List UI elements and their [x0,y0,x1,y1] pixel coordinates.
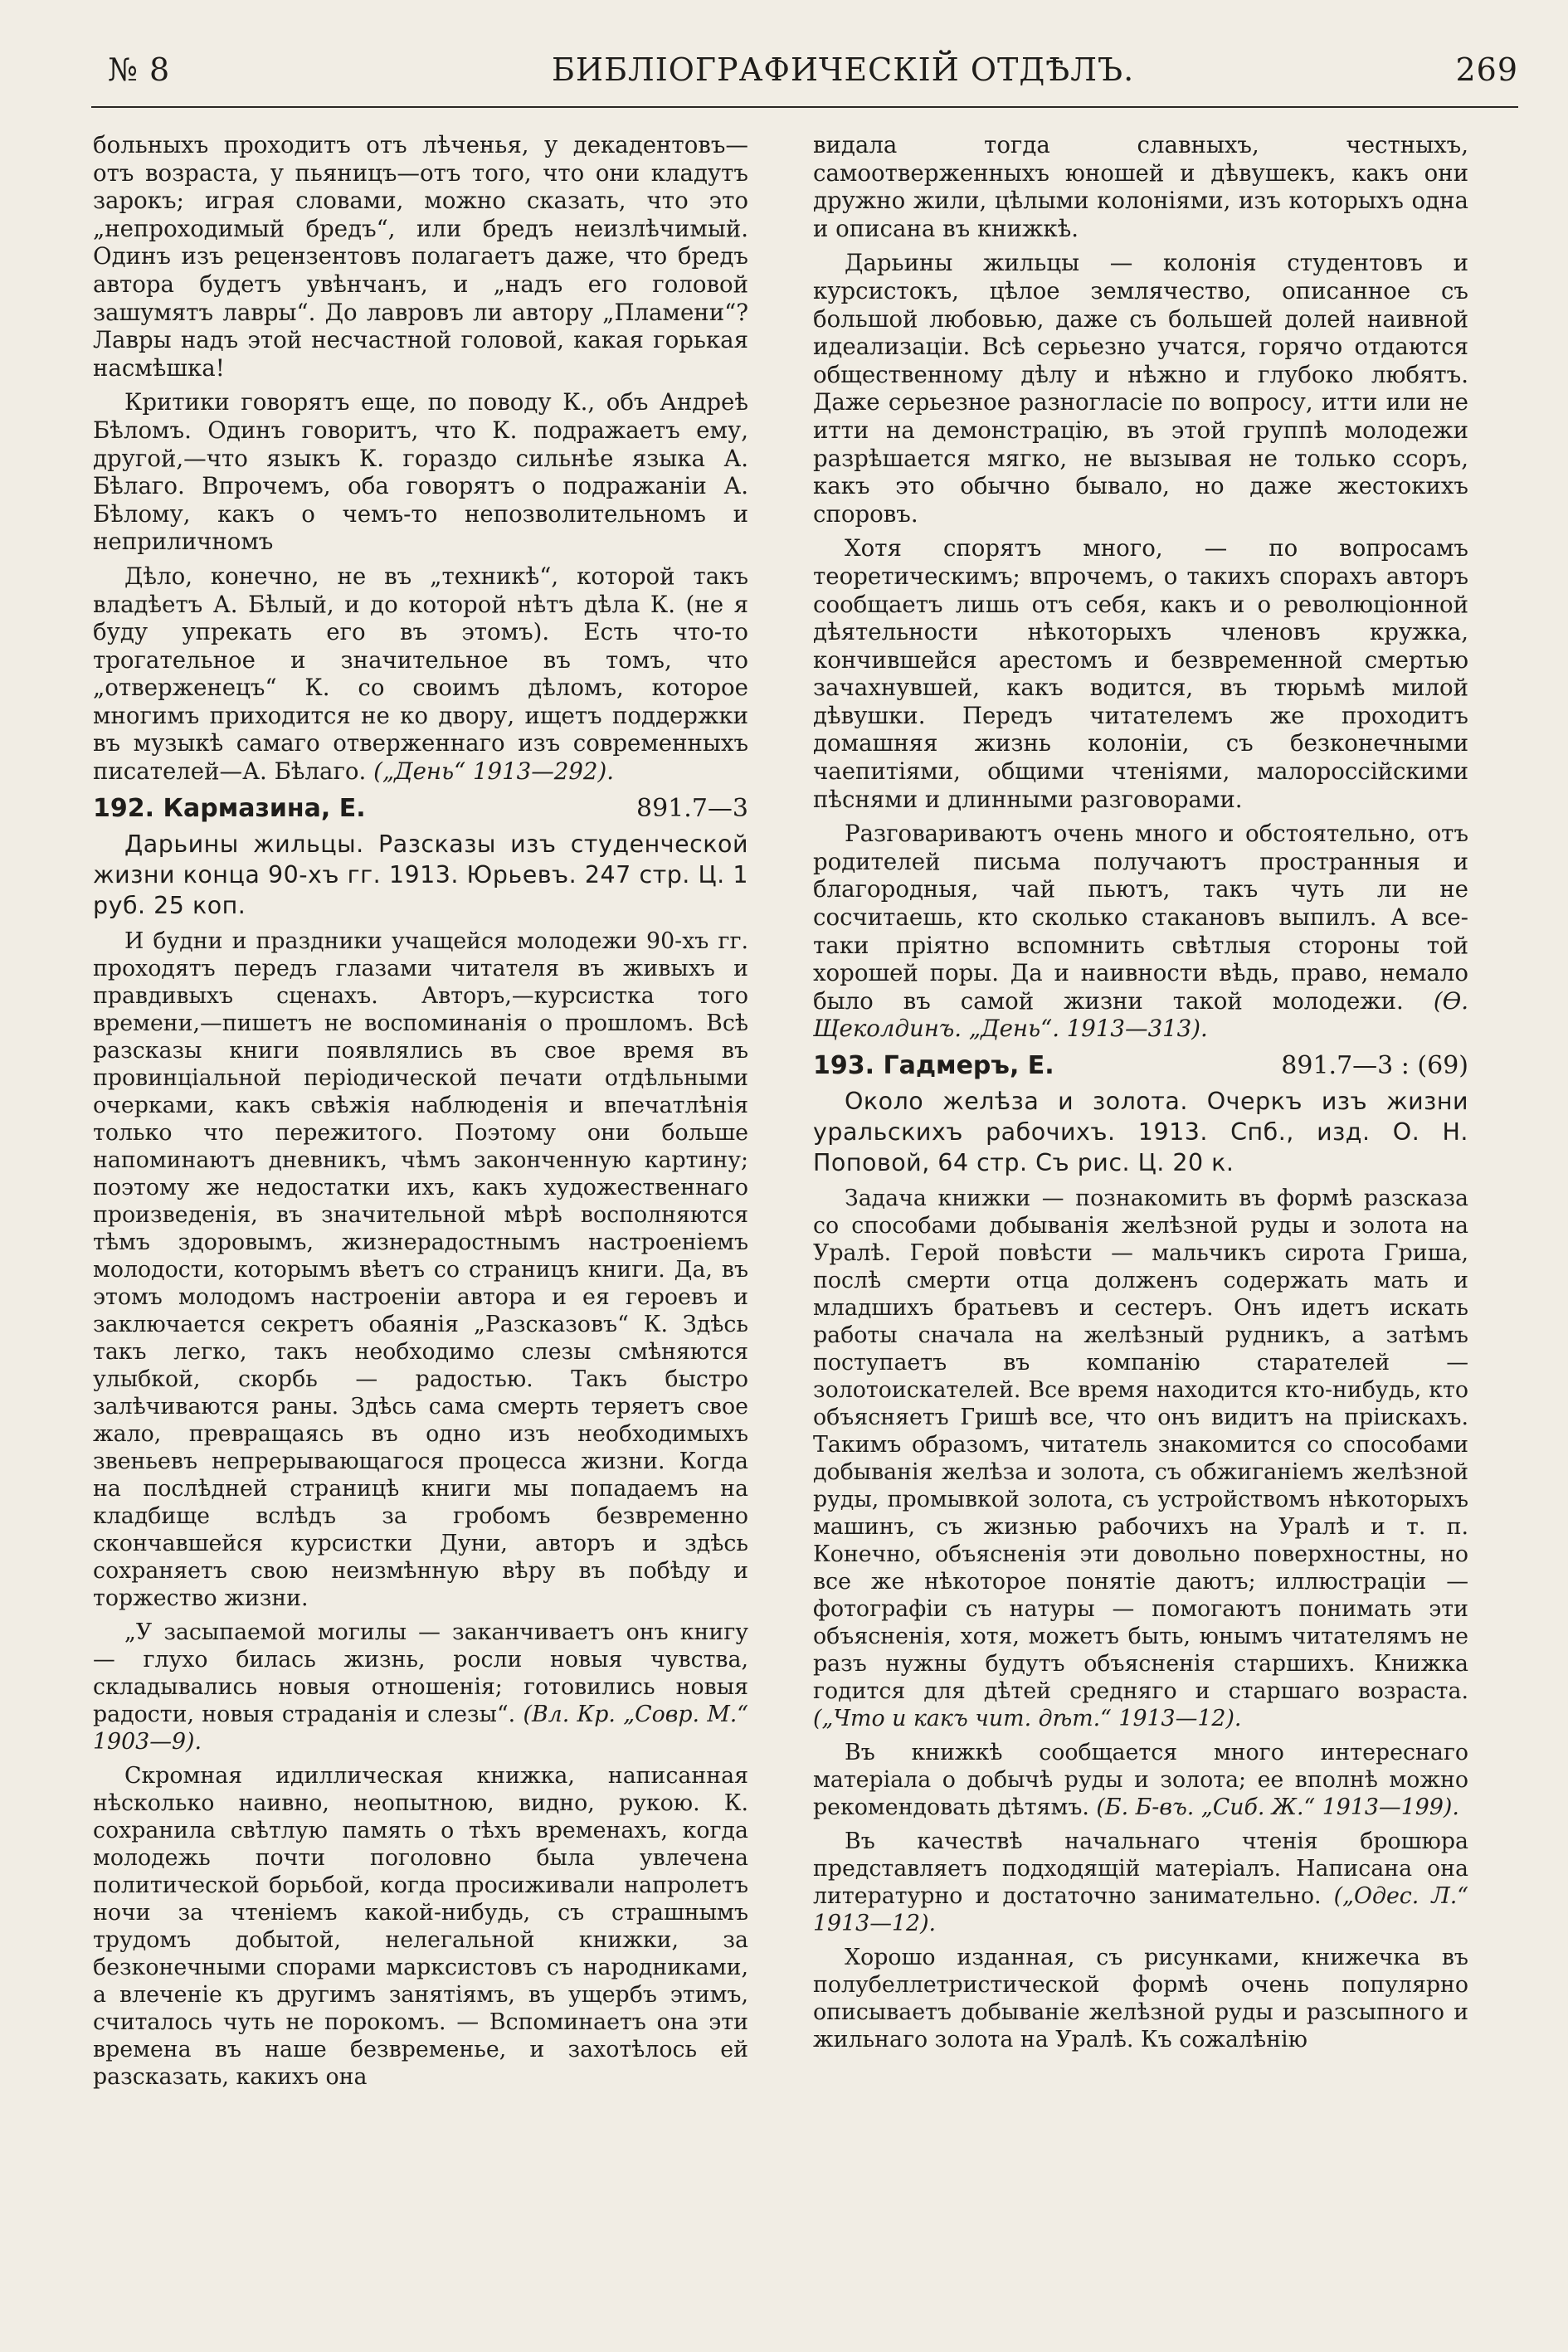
issue-number: № 8 [108,51,171,88]
paragraph [813,820,1468,1043]
left-column [93,131,748,2097]
review-paragraph: И будни и праздники учащейся молодежи 90-хъ гг. проходятъ передъ глазами читателя въ живыхъ и правдивыхъ сценахъ. Авторъ,—курсистка того времени,—пишетъ не воспоминанія о прошломъ. Всѣ разсказы книги появлялись въ свое время въ провинціальной періодической печати отдѣльными очерками, какъ свѣжія наблюденія и впечатлѣнія только что пережитого. Поэтому они больше напоминаютъ дневникъ, чѣмъ законченную картину; поэтому же недостатки ихъ, какъ художественнаго произведенія, въ значительной мѣрѣ восполняются тѣмъ здоровымъ, жизнерадостнымъ настроеніемъ молодости, которымъ вѣетъ со страницъ книги. Да, въ этомъ молодомъ настроеніи автора и ея героевъ и заключается секретъ обаянія „Разсказовъ“ К. Здѣсь такъ легко, такъ необходимо слезы смѣняются улыбкой, скорбь — радостью. Такъ быстро залѣчиваются раны. Здѣсь сама смерть теряетъ свое жало, превращаясь въ одно изъ необходимыхъ звеньевъ непрерывающагося процесса жизни. Когда на послѣдней страницѣ книги мы попадаемъ на кладбище вслѣдъ за гробомъ безвременно скончавшейся курсистки Дуни, авторъ и здѣсь сохраняетъ свою неизмѣнную вѣру въ побѣду и торжество жизни. [93,928,748,1611]
entry-classification: 891.7—3 [636,793,748,823]
review-text: Въ книжкѣ сообщается много интереснаго матеріала о добычѣ руды и золота; ее вполнѣ можно рекомендовать дѣтямъ. [813,1740,1468,1820]
review-paragraph [813,1828,1468,1937]
section-title: БИБЛІОГРАФИЧЕСКІЙ ОТДѢЛЪ. [552,51,1135,88]
entry-bibliography: Около желѣза и золота. Очеркъ изъ жизни уральскихъ рабочихъ. 1913. Спб., изд. О. Н. Поповой, 64 стр. Съ рис. Ц. 20 к. [813,1088,1468,1176]
source-citation: („Одес. Л.“ 1913—12). [813,1883,1468,1936]
source-citation: (Б. Б-въ. „Сиб. Ж.“ 1913—199). [1096,1794,1459,1820]
source-citation: („Что и какъ чит. дѣт.“ 1913—12). [813,1706,1242,1731]
right-column [813,131,1468,2060]
source-citation: (Ѳ. Щеколдинъ. „День“. 1913—313). [813,986,1468,1043]
entry-author: 192. Кармазина, Е. [93,793,366,823]
entry-heading-193 [813,1049,1468,1083]
review-paragraph: Хорошо изданная, съ рисунками, книжечка въ полубеллетристической формѣ очень популярно описываетъ добываніе желѣзной руды и разсыпного и жильнаго золота на Уралѣ. Къ сожалѣнію [813,1945,1468,2053]
entry-classification: 891.7—3 : (69) [1281,1051,1468,1080]
paragraph-text: Дѣло, конечно, не въ „техникѣ“, которой такъ владѣетъ А. Бѣлый, и до которой нѣтъ дѣла К. (не я буду упрекать его въ этомъ). Есть что-то трогательное и значительное въ томъ, что „отверженецъ“ К. со своимъ дѣломъ, которое многимъ приходится не ко двору, ищетъ поддержки въ музыкѣ самаго отверженнаго изъ современныхъ писателей—А. Бѣлаго. [93,562,748,786]
review-paragraph [93,1619,748,1755]
review-paragraph [813,1739,1468,1821]
source-citation: (Вл. Кр. „Совр. М.“ 1903—9). [93,1701,748,1755]
paragraph: Хотя спорятъ много, — по вопросамъ теоретическимъ; впрочемъ, о такихъ спорахъ авторъ сообщаетъ лишь отъ себя, какъ и о революціонной дѣятельности нѣкоторыхъ членовъ кружка, кончившейся арестомъ и безвременной смертью зачахнувшей, какъ водится, въ тюрьмѣ милой дѣвушки. Передъ читателемъ же проходитъ домашняя жизнь колоніи, съ безконечными чаепитіями, общими чтеніями, малороссійскими пѣснями и длинными разговорами. [813,534,1468,813]
entry-bibliography: Дарьины жильцы. Разсказы изъ студенческой жизни конца 90-хъ гг. 1913. Юрьевъ. 247 стр. Ц. 1 руб. 25 коп. [93,830,748,919]
paragraph [93,562,748,786]
entry-author: 193. Гадмеръ, Е. [813,1051,1054,1080]
paragraph: Критики говорятъ еще, по поводу К., объ Андреѣ Бѣломъ. Одинъ говоритъ, что К. подражаетъ ему, другой,—что языкъ К. гораздо сильнѣе языка А. Бѣлаго. Впрочемъ, оба говорятъ о подражаніи А. Бѣлому, какъ о чемъ-то непозволительномъ и неприличномъ [93,388,748,556]
review-text: „У засыпаемой могилы — заканчиваетъ онъ книгу — глухо билась жизнь, росли новыя чувства, складывались новыя отношенія; готовились новыя радости, новыя страданія и слезы“. [93,1619,748,1727]
paragraph: Дарьины жильцы — колонія студентовъ и курсистокъ, цѣлое землячество, описанное съ большой любовью, даже съ большей долей наивной идеализаціи. Всѣ серьезно учатся, горячо отдаются общественному дѣлу и нѣжно и глубоко любятъ. Даже серьезное разногласіе по вопросу, итти или не итти на демонстрацію, въ этой группѣ молодежи разрѣшается мягко, не вызывая не только ссоръ, какъ это обычно бывало, но даже жестокихъ споровъ. [813,249,1468,528]
page-header [108,51,1518,110]
review-paragraph [813,1185,1468,1732]
header-rule [91,106,1518,108]
paragraph: больныхъ проходитъ отъ лѣченья, у декадентовъ—отъ возраста, у пьяницъ—отъ того, что они кладутъ зарокъ; играя словами, можно сказать, что это „непроходимый бредъ“, или бредъ неизлѣчимый. Одинъ изъ рецензентовъ полагаетъ даже, что бредъ автора будетъ увѣнчанъ, и „надъ его головой зашумятъ лавры“. До лавровъ ли автору „Пламени“? Лавры надъ этой несчастной головой, какая горькая насмѣшка! [93,131,748,382]
review-text: Задача книжки — познакомить въ формѣ разсказа со способами добыванія желѣзной руды и золота на Уралѣ. Герой повѣсти — мальчикъ сирота Гриша, послѣ смерти отца долженъ содержать мать и младшихъ братьевъ и сестеръ. Онъ идетъ искать работы сначала на желѣзный рудникъ, а затѣмъ поступаетъ въ компанію старателей — золотоискателей. Все время находится кто-нибудь, кто объясняетъ Гришѣ все, что онъ видитъ на пріискахъ. Такимъ образомъ, читатель знакомится со способами добыванія желѣза и золота, съ обжиганіемъ желѣзной руды, промывкой золота, съ устройствомъ нѣкоторыхъ машинъ, съ жизнью рабочихъ на Уралѣ и т. п. Конечно, объясненія эти довольно поверхностны, но все же нѣкоторое понятіе даютъ; иллюстраціи — фотографіи съ натуры — помогаютъ понимать эти объясненія, хотя, можетъ быть, юнымъ читателямъ не разъ нужны будутъ объясненія старшихъ. Книжка годится для дѣтей средняго и старшаго возраста. [813,1186,1468,1704]
paragraph: видала тогда славныхъ, честныхъ, самоотверженныхъ юношей и дѣвушекъ, какъ они дружно жили, цѣлыми колоніями, изъ которыхъ одна и описана въ книжкѣ. [813,131,1468,242]
source-citation: („День“ 1913—292). [373,757,615,786]
review-paragraph: Скромная идиллическая книжка, написанная нѣсколько наивно, неопытною, видно, рукою. К. сохранила свѣтлую память о тѣхъ временахъ, когда молодежь почти поголовно была увлечена политической борьбой, когда просиживали напролетъ ночи за чтеніемъ какой-нибудь, съ страшнымъ трудомъ добытой, нелегальной книжки, за безконечными спорами марксистовъ съ народниками, а влеченіе къ другимъ занятіямъ, въ ущербъ этимъ, считалось чуть не порокомъ. — Вспоминаетъ она эти времена въ наше безвременье, и захотѣлось ей разсказать, какихъ она [93,1762,748,2090]
page-number: 269 [1455,51,1518,88]
review-text: Въ качествѣ начальнаго чтенія брошюра представляетъ подходящій матеріалъ. Написана она литературно и достаточно занимательно. [813,1829,1468,1909]
entry-heading-192 [93,792,748,825]
paragraph-text: Разговариваютъ очень много и обстоятельно, отъ родителей письма получаютъ пространныя и благородныя, чай пьютъ, такъ чуть ли не сосчитаешь, кто сколько стакановъ выпилъ. А все-таки пріятно вспомнить свѣтлыя стороны той хорошей поры. Да и наивности вѣдь, право, немало было въ самой жизни такой молодежи. [813,820,1468,1015]
